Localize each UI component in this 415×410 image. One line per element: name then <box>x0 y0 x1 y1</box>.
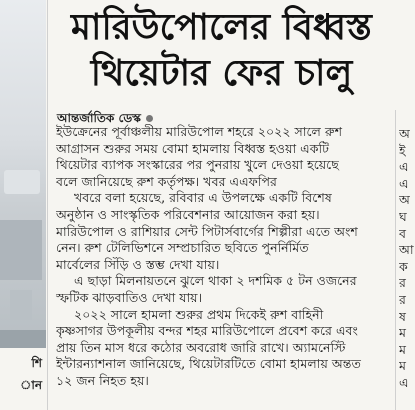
article-line: বলে জানিয়েছে রুশ কর্তৃপক্ষ। খবর এএফপির <box>56 173 277 189</box>
photo-element <box>10 290 32 320</box>
article-line: মার্বেলের সিঁড়ি ও স্তম্ভ দেখা যায়। <box>56 256 220 272</box>
adjacent-column-text <box>399 126 415 392</box>
article-line: কৃষ্ণসাগর উপকূলীয় বন্দর শহর মারিউপোলে প্রবেশ করে এবং <box>56 323 358 339</box>
headline-line-1: মারিউপোলের বিধ্বস্ত <box>71 7 372 48</box>
fragment: ষ <box>399 308 406 324</box>
fragment: আ <box>399 242 414 258</box>
fragment: অ <box>399 126 410 141</box>
fragment: এ <box>399 159 409 175</box>
fragment: ঘ <box>399 208 407 224</box>
fragment: ম <box>399 358 406 374</box>
article-line: প্রায় তিন মাস ধরে কঠোর অবরোধ জারি রাখে। অ্যামনেস্টি <box>56 339 346 355</box>
fragment: র <box>399 291 406 307</box>
fragment: ম <box>399 341 406 357</box>
column-divider <box>395 110 396 410</box>
article-line: স্ফটিক ঝাড়বাতিও দেখা যায়। <box>56 289 203 305</box>
fragment: ম <box>399 325 406 341</box>
article-line: খবরে বলা হয়েছে, রবিবার এ উপলক্ষে একটি বিশেষ <box>74 190 332 206</box>
photo-caption-fragment: শি <box>31 356 42 370</box>
fragment: ক <box>399 258 408 274</box>
article-line: নেন। রুশ টেলিভিশনে সম্প্রচারিত ছবিতে পুনর্নির্মিত <box>56 240 309 256</box>
fragment: ব <box>399 225 407 241</box>
article-line: ১২ জন নিহত হয়। <box>56 372 149 388</box>
bullet-icon <box>146 115 153 122</box>
article-line: এ ছাড়া মিলনায়তনে ঝুলে থাকা ২ দশমিক ৫ টন ওজনের <box>74 273 357 289</box>
article-line: ২০২২ সালে হামলা শুরুর প্রথম দিকেই রুশ বাহিনী <box>74 306 324 322</box>
article-line: মারিউপোল ও রাশিয়ার সেন্ট পিটার্সবার্গের শিল্পীরা এতে অংশ <box>56 223 358 239</box>
adjacent-photo <box>0 0 46 348</box>
photo-element <box>0 220 42 280</box>
article-line: ইন্টারন্যাশনাল জানিয়েছে, থিয়েটারটিতে বোমা হামলায় অন্তত <box>56 356 361 372</box>
fragment: ই <box>399 142 406 158</box>
article-line: অনুষ্ঠান ও সাংস্কৃতিক পরিবেশনার আয়োজন করা হয়। <box>56 206 320 222</box>
fragment: অ <box>399 192 410 208</box>
article-line: ইউক্রেনের পূর্বাঞ্চলীয় মারিউপোল শহরে ২০২২ সালে রুশ <box>56 124 343 139</box>
article-line: থিয়েটার ব্যাপক সংস্কারের পর পুনরায় খুলে দেওয়া হয়েছে <box>56 157 339 173</box>
article-line: আগ্রাসন শুরুর সময় বোমা হামলায় বিধ্বস্ত হওয়া একটি <box>56 140 330 156</box>
desk-label: আন্তর্জাতিক ডেস্ক <box>57 111 141 125</box>
fragment: এ <box>399 175 409 191</box>
photo-element <box>4 170 40 194</box>
headline-line-2: থিয়েটার ফের চালু <box>90 53 353 94</box>
fragment: এ <box>399 374 409 390</box>
photo-element <box>0 330 46 348</box>
article-body <box>56 124 392 390</box>
fragment: র <box>399 275 406 291</box>
photo-caption-fragment: ান <box>20 378 42 392</box>
